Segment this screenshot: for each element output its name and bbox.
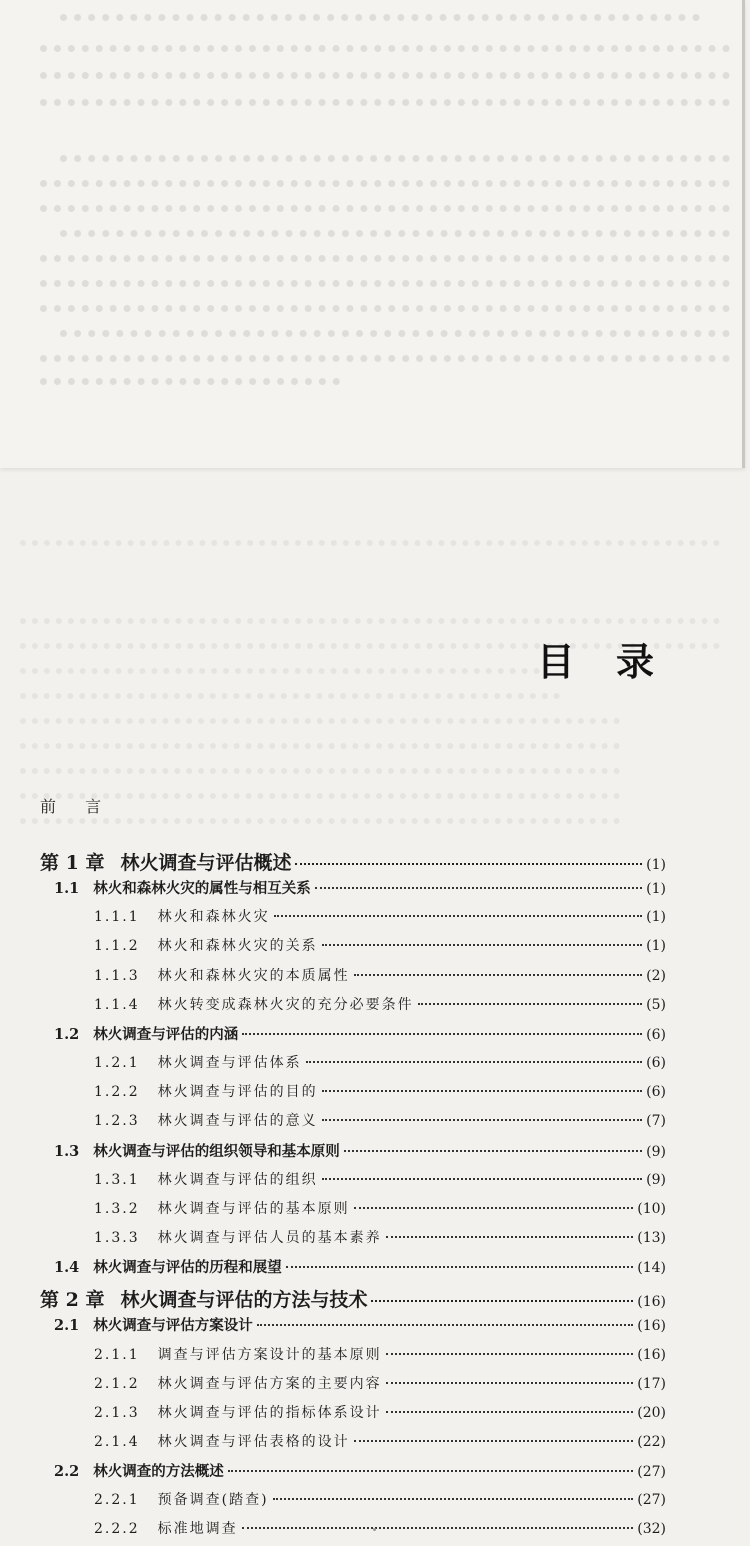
toc-entry-label	[94, 1052, 302, 1072]
toc-entry-label	[94, 1344, 382, 1364]
toc-leader-dots	[242, 1033, 642, 1035]
toc-leader-dots	[242, 1527, 634, 1529]
toc-entry-title: 标准地调查	[157, 1521, 238, 1538]
toc-entry-number: 1.1.1	[94, 909, 140, 926]
toc-entry-section	[54, 1023, 666, 1044]
toc-entry-title: 林火调查与评估体系	[157, 1055, 302, 1072]
toc-entry-label	[54, 1023, 238, 1044]
toc-entry-section	[54, 1314, 666, 1335]
toc-entry-sub	[94, 994, 666, 1014]
toc-page-number: (7)	[646, 1113, 666, 1130]
toc-entry-label	[54, 1460, 224, 1481]
toc-entry-number: 2.1	[54, 1317, 80, 1335]
toc-entry-title: 林火转变成森林火灾的充分必要条件	[157, 996, 414, 1013]
toc-entry-label	[94, 1169, 318, 1189]
toc-entry-number: 1.3.2	[94, 1200, 140, 1217]
toc-page-number: (5)	[646, 996, 666, 1013]
toc-entry-title: 林火调查与评估的组织	[157, 1171, 318, 1188]
toc-entry-label	[54, 1140, 340, 1161]
toc-entry-label	[40, 1285, 367, 1312]
toc-entry-sub	[94, 965, 666, 985]
toc-entry-number: 2.1.3	[94, 1404, 140, 1421]
toc-entry-title: 林火调查与评估的方法与技术	[120, 1289, 368, 1312]
toc-entry-title: 林火调查的方法概述	[93, 1463, 224, 1481]
toc-entry-title: 林火调查与评估的组织领导和基本原则	[93, 1142, 340, 1160]
toc-entry-chapter	[40, 1285, 666, 1312]
toc-entry-label	[94, 1431, 350, 1451]
toc-entry-label	[94, 1081, 318, 1101]
toc-entry-title: 林火调查与评估的历程和展望	[93, 1259, 282, 1277]
toc-entry-title: 林火调查与评估的目的	[157, 1084, 318, 1101]
toc-entry-number: 2.1.2	[94, 1375, 140, 1392]
toc-entry-number: 1.2	[54, 1025, 80, 1043]
toc-entry-number: 2.2.1	[94, 1492, 140, 1509]
toc-leader-dots	[344, 1150, 642, 1152]
toc-entry-label	[54, 1314, 253, 1335]
toc-entry-number: 2.2	[54, 1463, 80, 1481]
toc-leader-dots	[257, 1324, 634, 1326]
toc-page-number: (9)	[646, 1143, 666, 1160]
toc-entry-label	[94, 1373, 382, 1393]
toc-entry-sub	[94, 1431, 666, 1451]
toc-entry-label	[94, 1110, 318, 1130]
toc-leader-dots	[354, 1207, 634, 1209]
toc-entry-label	[94, 965, 350, 985]
toc-entry-title: 调查与评估方案设计的基本原则	[157, 1346, 382, 1363]
toc-entry-section	[54, 1460, 666, 1481]
toc-entry-number: 1.2.1	[94, 1055, 140, 1072]
toc-entry-section	[54, 1140, 666, 1161]
toc-page-number: (1)	[646, 881, 666, 898]
toc-entry-number: 1.1.3	[94, 967, 140, 984]
toc-leader-dots	[354, 974, 643, 976]
toc-entry-sub	[94, 906, 666, 926]
toc-entry-sub	[94, 1081, 666, 1101]
page-speck	[373, 1528, 376, 1531]
toc-entry-sub	[94, 1518, 666, 1538]
toc-leader-dots	[322, 1090, 643, 1092]
toc-entry-title: 林火调查与评估的内涵	[93, 1025, 239, 1043]
toc-leader-dots	[273, 1498, 634, 1500]
toc-entry-sub	[94, 1489, 666, 1509]
toc-entry-number: 2.1.4	[94, 1434, 140, 1450]
toc-preface: 前 言	[40, 797, 114, 816]
toc-entry-title: 林火调查与评估表格的设计	[157, 1434, 350, 1450]
toc-page-number: (32)	[637, 1521, 666, 1538]
toc-entry-label	[94, 1518, 238, 1538]
toc-page-number: (13)	[637, 1229, 666, 1246]
toc-entry-title: 林火调查与评估概述	[120, 852, 292, 874]
toc-entry-title: 林火调查与评估的基本原则	[157, 1200, 350, 1217]
toc-page-number: (1)	[646, 857, 666, 873]
toc-entry-number: 1.4	[54, 1259, 80, 1277]
toc-page-number: (1)	[646, 909, 666, 926]
toc-leader-dots	[322, 944, 643, 946]
page-title: 目 录	[536, 640, 668, 684]
toc-entry-number: 1.1.2	[94, 938, 140, 955]
toc-leader-dots	[322, 1119, 643, 1121]
toc-leader-dots	[286, 1266, 634, 1268]
toc-page-number: (20)	[637, 1404, 666, 1421]
toc-leader-dots	[386, 1382, 634, 1384]
toc-entry-number: 1.2.2	[94, 1084, 140, 1101]
toc-entry-number: 第 2 章	[40, 1289, 105, 1312]
toc-page	[0, 468, 750, 1546]
toc-leader-dots	[418, 1003, 643, 1005]
toc-entry-number: 1.2.3	[94, 1113, 140, 1130]
toc-entry-number: 2.1.1	[94, 1346, 140, 1363]
toc-leader-dots	[274, 915, 643, 917]
toc-entry-label	[94, 1402, 382, 1422]
toc-entry-number: 1.3.3	[94, 1229, 140, 1246]
toc-page-number: (6)	[646, 1026, 666, 1043]
toc-entry-number: 2.2.2	[94, 1521, 140, 1538]
toc-entry-number: 1.1	[54, 880, 80, 898]
toc-page-number: (6)	[646, 1084, 666, 1101]
toc-entry-title: 林火调查与评估方案的主要内容	[157, 1375, 382, 1392]
toc-entry-chapter	[40, 848, 666, 875]
toc-entry-number: 第 1 章	[40, 852, 105, 874]
toc-entry-label	[94, 994, 414, 1014]
toc-entry-sub	[94, 1344, 666, 1364]
toc-page-number: (27)	[637, 1492, 666, 1509]
toc-leader-dots	[315, 887, 642, 889]
toc-entry-title: 林火调查与评估人员的基本素养	[157, 1229, 382, 1246]
toc-leader-dots	[386, 1236, 634, 1238]
toc-leader-dots	[295, 863, 642, 865]
toc-page-number: (9)	[646, 1171, 666, 1188]
toc-page-number: (6)	[646, 1055, 666, 1072]
toc-page-number: (14)	[637, 1260, 666, 1277]
toc-entry-label	[54, 1256, 282, 1277]
toc-entry-label	[94, 1489, 269, 1509]
toc-page-number: (10)	[637, 1200, 666, 1217]
toc-page-number: (2)	[646, 967, 666, 984]
toc-page-number: (1)	[646, 938, 666, 955]
toc-entry-title: 预备调查(踏查)	[157, 1492, 269, 1509]
toc-entry-sub	[94, 1052, 666, 1072]
toc-page-number: (16)	[637, 1294, 666, 1311]
toc-entry-number: 1.1.4	[94, 996, 140, 1013]
toc-entry-sub	[94, 935, 666, 955]
toc-leader-dots	[228, 1470, 634, 1472]
toc-entry-title: 林火调查与评估的意义	[157, 1113, 318, 1130]
toc-entry-number: 1.3.1	[94, 1171, 140, 1188]
toc-leader-dots	[386, 1411, 634, 1413]
toc-leader-dots	[371, 1300, 633, 1302]
toc-leader-dots	[306, 1061, 643, 1063]
toc-entry-title: 林火和森林火灾的属性与相互关系	[93, 880, 311, 898]
toc-page-number: (17)	[637, 1375, 666, 1392]
toc-entry-label	[94, 1227, 382, 1247]
toc-entry-sub	[94, 1110, 666, 1130]
toc-entry-title: 林火和森林火灾	[157, 909, 270, 926]
toc-page-number: (22)	[637, 1434, 666, 1450]
toc-entry-label	[94, 906, 270, 926]
toc-entry-number: 1.3	[54, 1142, 80, 1160]
toc-entry-title: 林火和森林火灾的本质属性	[157, 967, 350, 984]
toc-leader-dots	[386, 1353, 634, 1355]
toc-entry-sub	[94, 1373, 666, 1393]
toc-leader-dots	[354, 1440, 634, 1442]
toc-page-number: (16)	[637, 1346, 666, 1363]
toc-entry-section	[54, 1256, 666, 1277]
toc-entry-label	[54, 877, 311, 898]
toc-entry-label	[94, 935, 318, 955]
toc-entry-sub	[94, 1227, 666, 1247]
toc-entry-title: 林火和森林火灾的关系	[157, 938, 318, 955]
toc-entry-sub	[94, 1198, 666, 1218]
toc-entry-title: 林火调查与评估的指标体系设计	[157, 1404, 382, 1421]
previous-page	[0, 0, 745, 468]
toc-entry-sub	[94, 1402, 666, 1422]
toc-entry-title: 林火调查与评估方案设计	[93, 1317, 253, 1335]
toc-page-number: (27)	[637, 1464, 666, 1481]
toc-entry-label	[40, 848, 291, 875]
toc-entry-label	[94, 1198, 350, 1218]
toc-entry-sub	[94, 1169, 666, 1189]
toc-leader-dots	[322, 1178, 643, 1180]
toc-entry-section	[54, 877, 666, 898]
toc-page-number: (16)	[637, 1318, 666, 1335]
